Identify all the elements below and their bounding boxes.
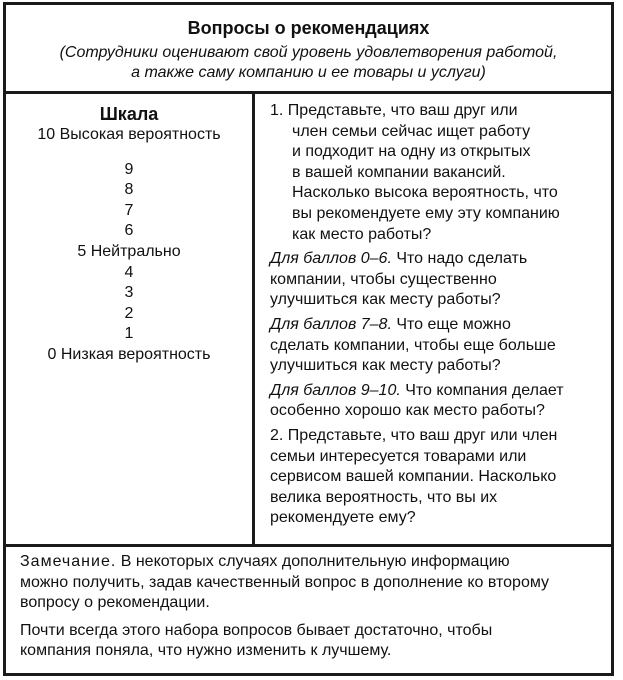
- remark-line: В некоторых случаях дополнительную информацию: [116, 553, 510, 570]
- questions-column: [270, 101, 606, 533]
- scale-column: [6, 97, 252, 366]
- followup-9-10-label: Для баллов 9–10.: [270, 381, 401, 399]
- question-1-line: как место работы?: [292, 225, 432, 243]
- table-title: Вопросы о рекомендациях: [187, 18, 430, 38]
- scale-level-1: 1: [124, 325, 134, 343]
- scale-level-4: 4: [124, 263, 134, 281]
- question-2-line: рекомендуете ему?: [270, 509, 416, 527]
- closing-line: компания поняла, что нужно изменить к лучшему.: [20, 642, 392, 659]
- followup-9-10-line: Что компания делает: [400, 381, 564, 399]
- notes-section: [20, 552, 604, 669]
- scale-title: Шкала: [99, 104, 159, 124]
- question-1-line: и подходит на одну из открытых: [292, 143, 531, 161]
- question-1-line: Насколько высока вероятность, что: [292, 184, 558, 202]
- followup-0-6-line: улучшиться как месту работы?: [270, 291, 501, 309]
- followup-9-10: [270, 381, 606, 422]
- scale-gap: [6, 146, 252, 160]
- scale-level-5: 5 Нейтрально: [77, 242, 181, 260]
- closing-line: Почти всегда этого набора вопросов бывает достаточно, чтобы: [20, 621, 493, 639]
- question-2-line: 2. Представьте, что ваш друг или член: [270, 426, 558, 444]
- followup-9-10-line: особенно хорошо как место работы?: [270, 402, 545, 420]
- closing-paragraph: [20, 621, 604, 662]
- remark-label: Замечание.: [20, 553, 117, 570]
- scale-level-9: 9: [124, 160, 134, 178]
- question-1-line: в вашей компании вакансий.: [292, 163, 506, 181]
- followup-0-6-label: Для баллов 0–6.: [270, 250, 392, 268]
- table-subtitle: [6, 43, 611, 83]
- scale-level-7: 7: [124, 201, 134, 219]
- table-header: [6, 5, 611, 91]
- question-2: [270, 426, 606, 529]
- followup-0-6-line: компании, чтобы существенно: [270, 270, 497, 288]
- scale-level-10: 10 Высокая вероятность: [37, 126, 221, 143]
- followup-0-6-line: Что надо сделать: [391, 250, 528, 268]
- scale-level-3: 3: [124, 284, 134, 302]
- scale-level-2: 2: [124, 304, 134, 322]
- followup-0-6: [270, 249, 606, 311]
- question-2-line: велика вероятность, что вы их: [270, 488, 498, 506]
- remark-line: вопросу о рекомендации.: [20, 594, 210, 611]
- followup-7-8: [270, 315, 606, 377]
- question-1-line: Представьте, что ваш друг или: [287, 102, 518, 119]
- question-2-line: сервисом вашей компании. Насколько: [270, 468, 557, 486]
- column-divider: [252, 94, 255, 547]
- question-1: [270, 101, 606, 245]
- remark-paragraph: [20, 552, 604, 614]
- followup-7-8-line: улучшиться как месту работы?: [270, 357, 501, 375]
- subtitle-line-2: а также саму компанию и ее товары и услуги): [131, 64, 486, 81]
- question-1-line: вы рекомендуете ему эту компанию: [292, 204, 560, 222]
- scale-level-0: 0 Низкая вероятность: [47, 345, 211, 363]
- subtitle-line-1: (Сотрудники оценивают свой уровень удовлетворения работой,: [59, 44, 558, 61]
- scale-level-8: 8: [124, 181, 134, 199]
- header-divider: [6, 91, 611, 94]
- remark-line: можно получить, задав качественный вопрос в дополнение ко второму: [20, 573, 550, 591]
- question-2-line: семьи интересуется товарами или: [270, 447, 527, 465]
- recommendation-questions-table: [3, 2, 614, 676]
- scale-level-6: 6: [124, 222, 134, 240]
- followup-7-8-label: Для баллов 7–8.: [270, 315, 392, 333]
- notes-divider: [6, 544, 611, 547]
- followup-7-8-line: Что еще можно: [391, 315, 511, 333]
- question-1-line: член семьи сейчас ищет работу: [292, 122, 531, 140]
- followup-7-8-line: сделать компании, чтобы еще больше: [270, 336, 556, 354]
- question-1-number: 1.: [270, 102, 284, 119]
